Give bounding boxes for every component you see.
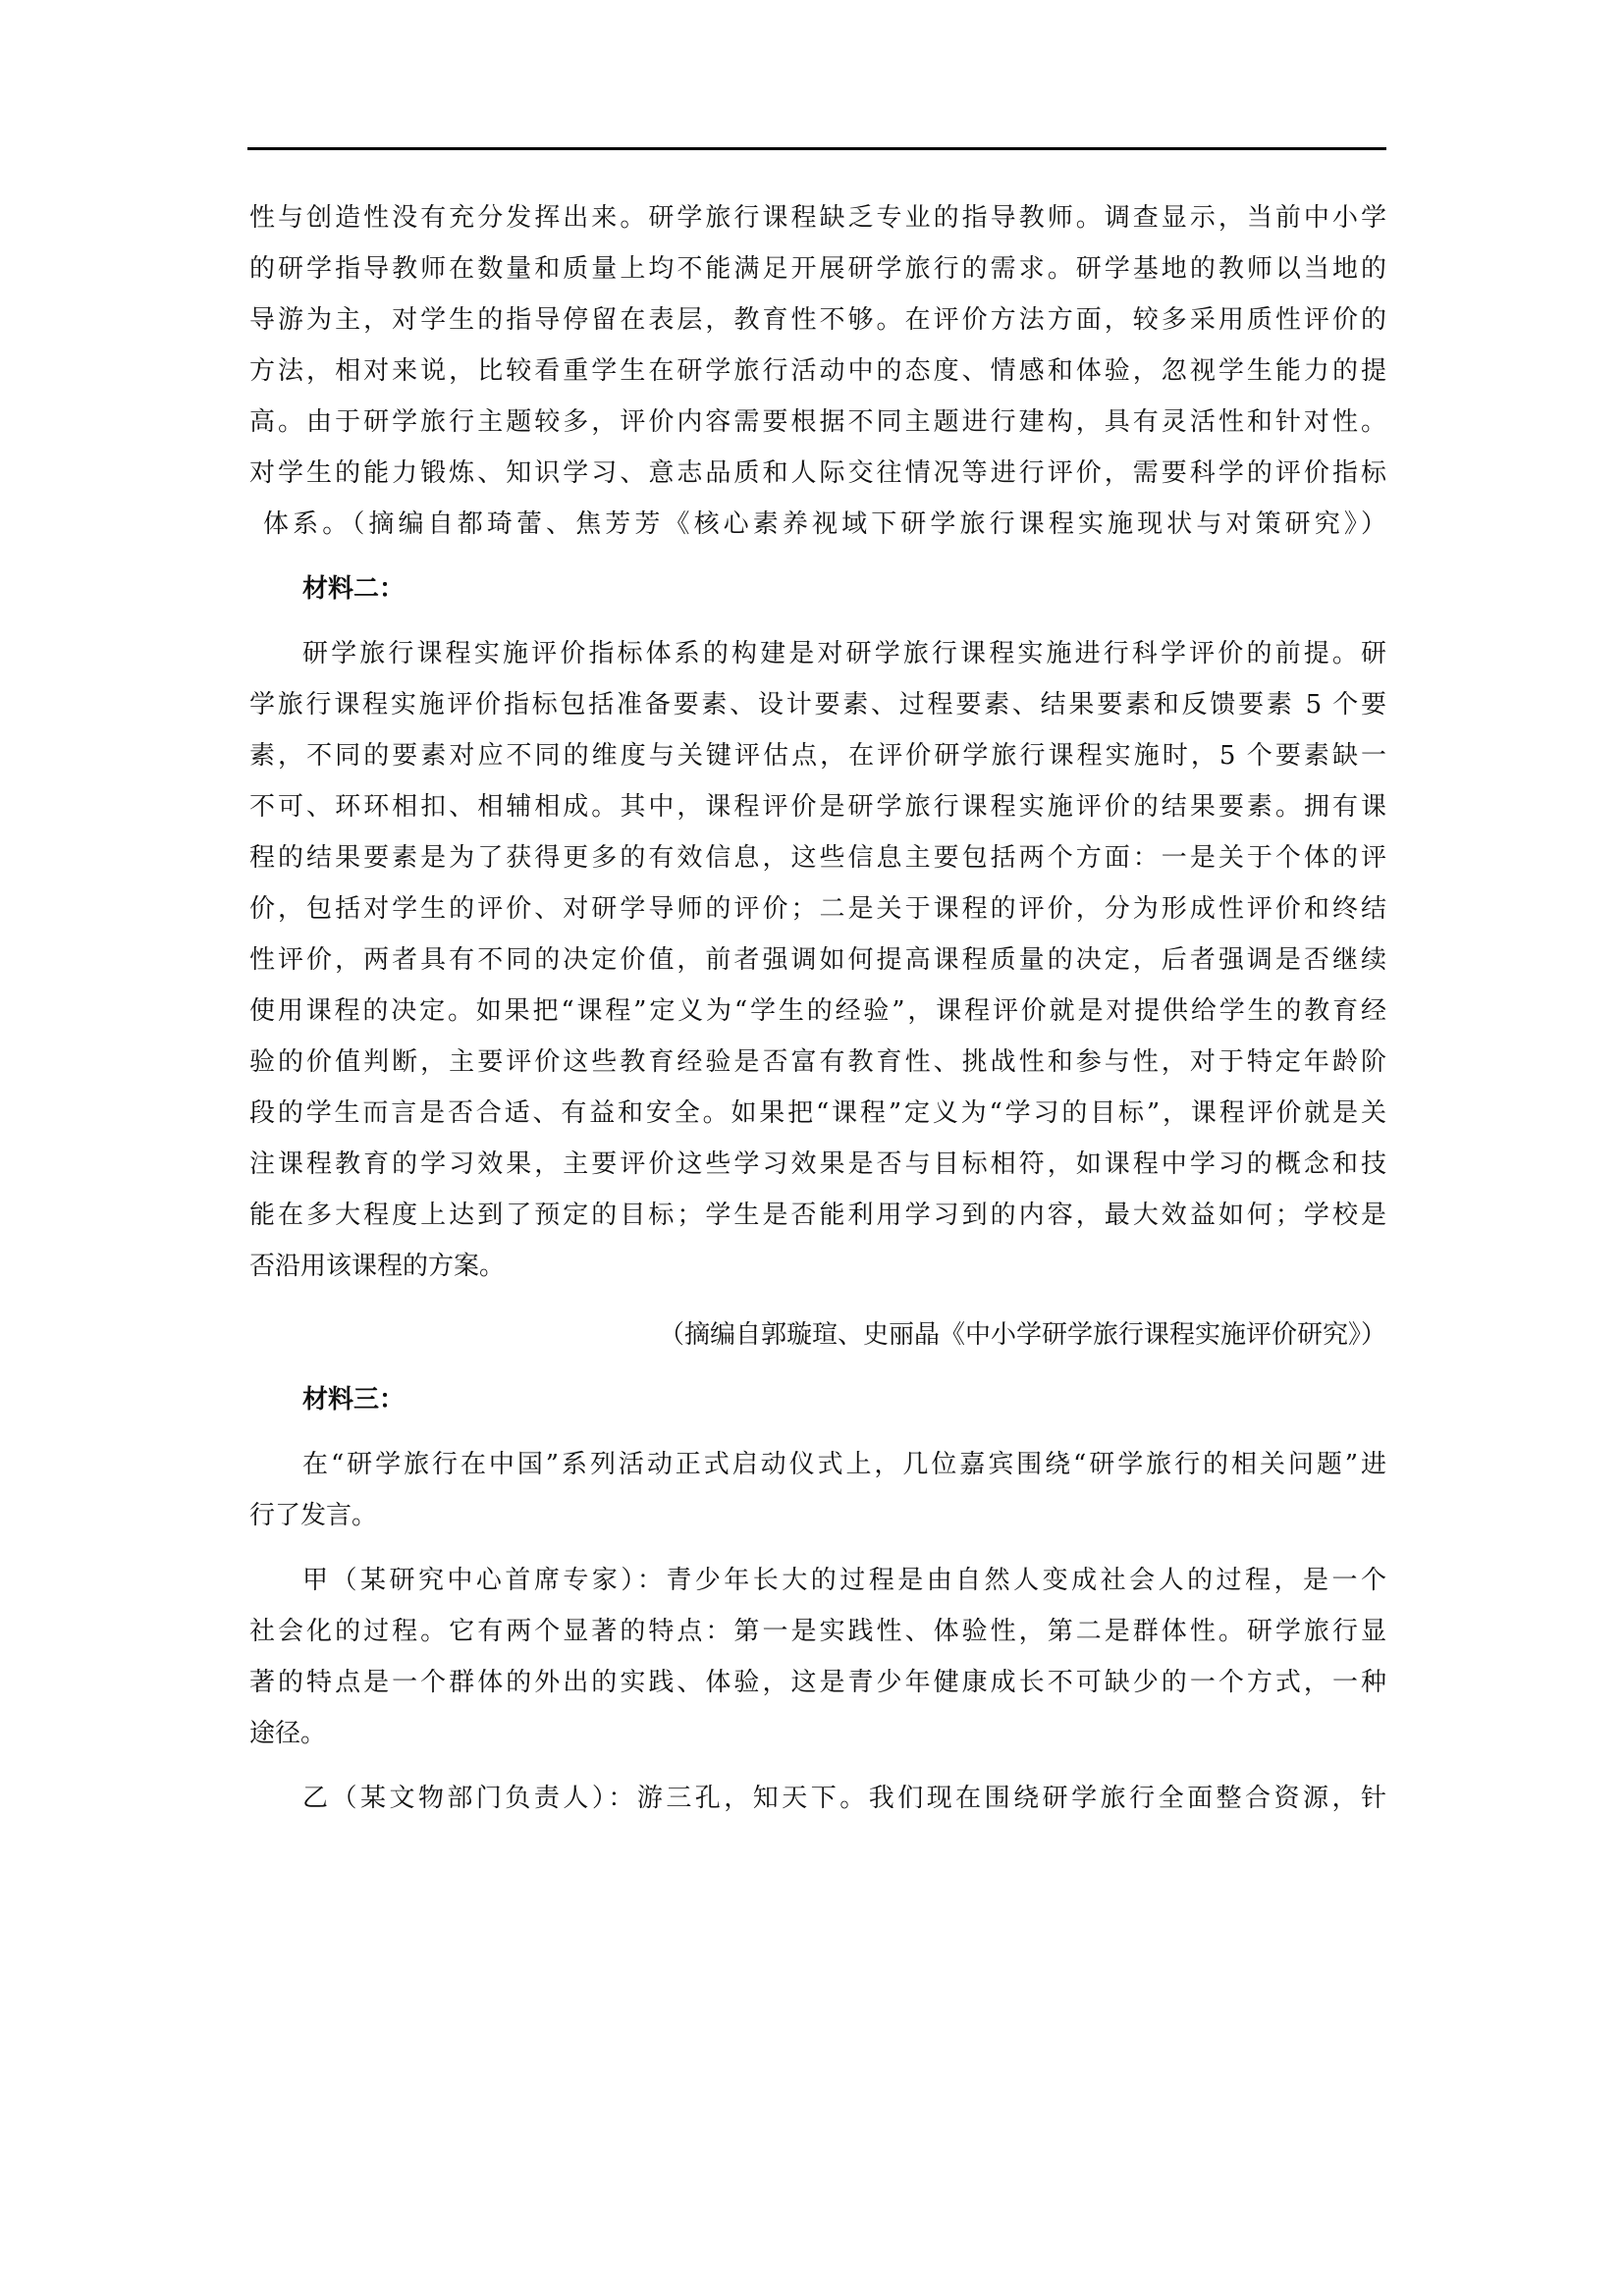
- text-line: 价，包括对学生的评价、对研学导师的评价；二是关于课程的评价，分为形成性评价和终结: [249, 894, 1386, 924]
- text-line: 对学生的能力锻炼、知识学习、意志品质和人际交往情况等进行评价，需要科学的评价指标: [249, 458, 1386, 488]
- text-line: 能在多大程度上达到了预定的目标；学生是否能利用学习到的内容，最大效益如何；学校是: [249, 1201, 1386, 1230]
- text-line: 高。由于研学旅行主题较多，评价内容需要根据不同主题进行建构，具有灵活性和针对性。: [249, 407, 1386, 437]
- text-line: 导游为主，对学生的指导停留在表层，教育性不够。在评价方法方面，较多采用质性评价的: [249, 305, 1386, 335]
- material-3-intro: [249, 1439, 1386, 1541]
- text-line: 否沿用该课程的方案。: [249, 1252, 506, 1281]
- text-line: 社会化的过程。它有两个显著的特点：第一是实践性、体验性，第二是群体性。研学旅行显: [249, 1617, 1386, 1646]
- text-line: 研学旅行课程实施评价指标体系的构建是对研学旅行课程实施进行科学评价的前提。研: [302, 639, 1386, 668]
- text-line: 方法，相对来说，比较看重学生在研学旅行活动中的态度、情感和体验，忽视学生能力的提: [249, 356, 1386, 386]
- text-line: 素，不同的要素对应不同的维度与关键评估点，在评价研学旅行课程实施时，5 个要素缺一: [249, 741, 1386, 771]
- text-line: 乙（某文物部门负责人）：游三孔，知天下。我们现在围绕研学旅行全面整合资源，针: [302, 1784, 1386, 1813]
- text-line: 途径。: [249, 1719, 327, 1748]
- text-line: 性评价，两者具有不同的决定价值，前者强调如何提高课程质量的决定，后者强调是否继续: [249, 945, 1386, 975]
- text-line: 的研学指导教师在数量和质量上均不能满足开展研学旅行的需求。研学基地的教师以当地的: [249, 254, 1386, 284]
- text-line: 程的结果要素是为了获得更多的有效信息，这些信息主要包括两个方面：一是关于个体的评: [249, 843, 1386, 873]
- text-line: 甲（某研究中心首席专家）：青少年长大的过程是由自然人变成社会人的过程，是一个: [302, 1566, 1386, 1595]
- text-line: 学旅行课程实施评价指标包括准备要素、设计要素、过程要素、结果要素和反馈要素 5 个要: [249, 690, 1386, 720]
- text-line: 验的价值判断，主要评价这些教育经验是否富有教育性、挑战性和参与性，对于特定年龄阶: [249, 1047, 1386, 1077]
- text-line: 行了发言。: [249, 1501, 378, 1530]
- speaker-a-paragraph: [249, 1555, 1386, 1759]
- text-line: 注课程教育的学习效果，主要评价这些学习效果是否与目标相符，如课程中学习的概念和技: [249, 1149, 1386, 1179]
- material-3-heading: 材料三：: [302, 1385, 406, 1415]
- paragraph-continued: [249, 192, 1386, 550]
- text-line: 使用课程的决定。如果把“课程”定义为“学生的经验”，课程评价就是对提供给学生的教育经: [249, 996, 1386, 1026]
- header-rule: [247, 147, 1386, 150]
- text-line: 不可、环环相扣、相辅相成。其中，课程评价是研学旅行课程实施评价的结果要素。拥有课: [249, 792, 1386, 822]
- text-line: 性与创造性没有充分发挥出来。研学旅行课程缺乏专业的指导教师。调查显示，当前中小学: [249, 203, 1386, 233]
- document-body: [249, 192, 1386, 1824]
- speaker-b-paragraph: [249, 1773, 1386, 1824]
- text-line: 著的特点是一个群体的外出的实践、体验，这是青少年健康成长不可缺少的一个方式，一种: [249, 1668, 1386, 1697]
- material-2-paragraph: [249, 628, 1386, 1292]
- text-line: 段的学生而言是否合适、有益和安全。如果把“课程”定义为“学习的目标”，课程评价就是关: [249, 1098, 1386, 1128]
- material-2-heading: 材料二：: [302, 574, 406, 604]
- text-line: 在“研学旅行在中国”系列活动正式启动仪式上，几位嘉宾围绕“研学旅行的相关问题”进: [302, 1450, 1386, 1479]
- text-line: 体系。（摘编自都琦蕾、焦芳芳《核心素养视域下研学旅行课程实施现状与对策研究》）: [263, 509, 1386, 539]
- material-2-source: （摘编自郭璇瑄、史丽晶《中小学研学旅行课程实施评价研究》）: [658, 1320, 1386, 1350]
